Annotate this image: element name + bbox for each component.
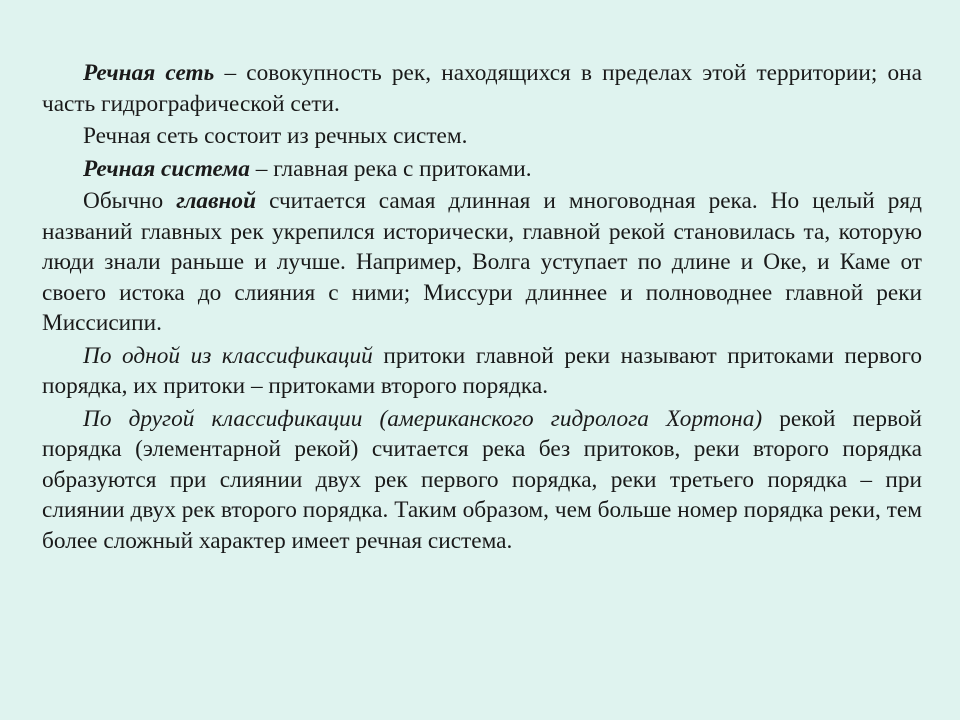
first-classification-text: притоки главной реки называют притоками первого порядка, их притоки – притоками второго порядка. <box>42 342 922 399</box>
horton-classification-lead: По другой классификации (американского гидролога Хортона) <box>83 405 763 432</box>
term-river-system: Речная система <box>83 155 250 182</box>
paragraph-river-network-definition <box>42 58 922 119</box>
definition-river-system: – главная река с притоками. <box>249 155 532 182</box>
paragraph-main-river <box>42 186 922 339</box>
term-main: главной <box>176 188 257 214</box>
main-river-prefix: Обычно <box>83 188 177 214</box>
definition-river-network: – совокупность рек, находящихся в пределах этой территории; она часть гидрографической сети. <box>42 60 922 117</box>
paragraph-river-network-composition <box>42 121 922 152</box>
paragraph-horton-classification <box>42 404 922 557</box>
paragraph-first-classification <box>42 341 922 402</box>
first-classification-lead: По одной из классификаций <box>83 342 373 369</box>
slide-text-body <box>42 58 922 558</box>
horton-classification-text: рекой первой порядка (элементарной рекой) считается река без притоков, реки второго порядка образуются при слиянии двух рек первого порядка, реки третьего порядка – при слиянии двух рек второго порядка. Таким образом, чем больше номер порядка реки, тем более сложный характер имеет речная система. <box>42 405 922 554</box>
paragraph-river-system-definition <box>42 154 922 185</box>
main-river-explanation: считается самая длинная и многоводная река. Но целый ряд названий главных рек укрепился исторически, главной рекой становилась та, которую люди знали раньше и лучше. Например, Волга уступает по длине и Оке, и Каме от своего истока до слияния с ними; Миссури длиннее и полноводнее главной реки Миссисипи. <box>42 188 922 336</box>
statement-river-network-composition: Речная сеть состоит из речных систем. <box>83 123 468 149</box>
term-river-network: Речная сеть <box>83 60 215 86</box>
